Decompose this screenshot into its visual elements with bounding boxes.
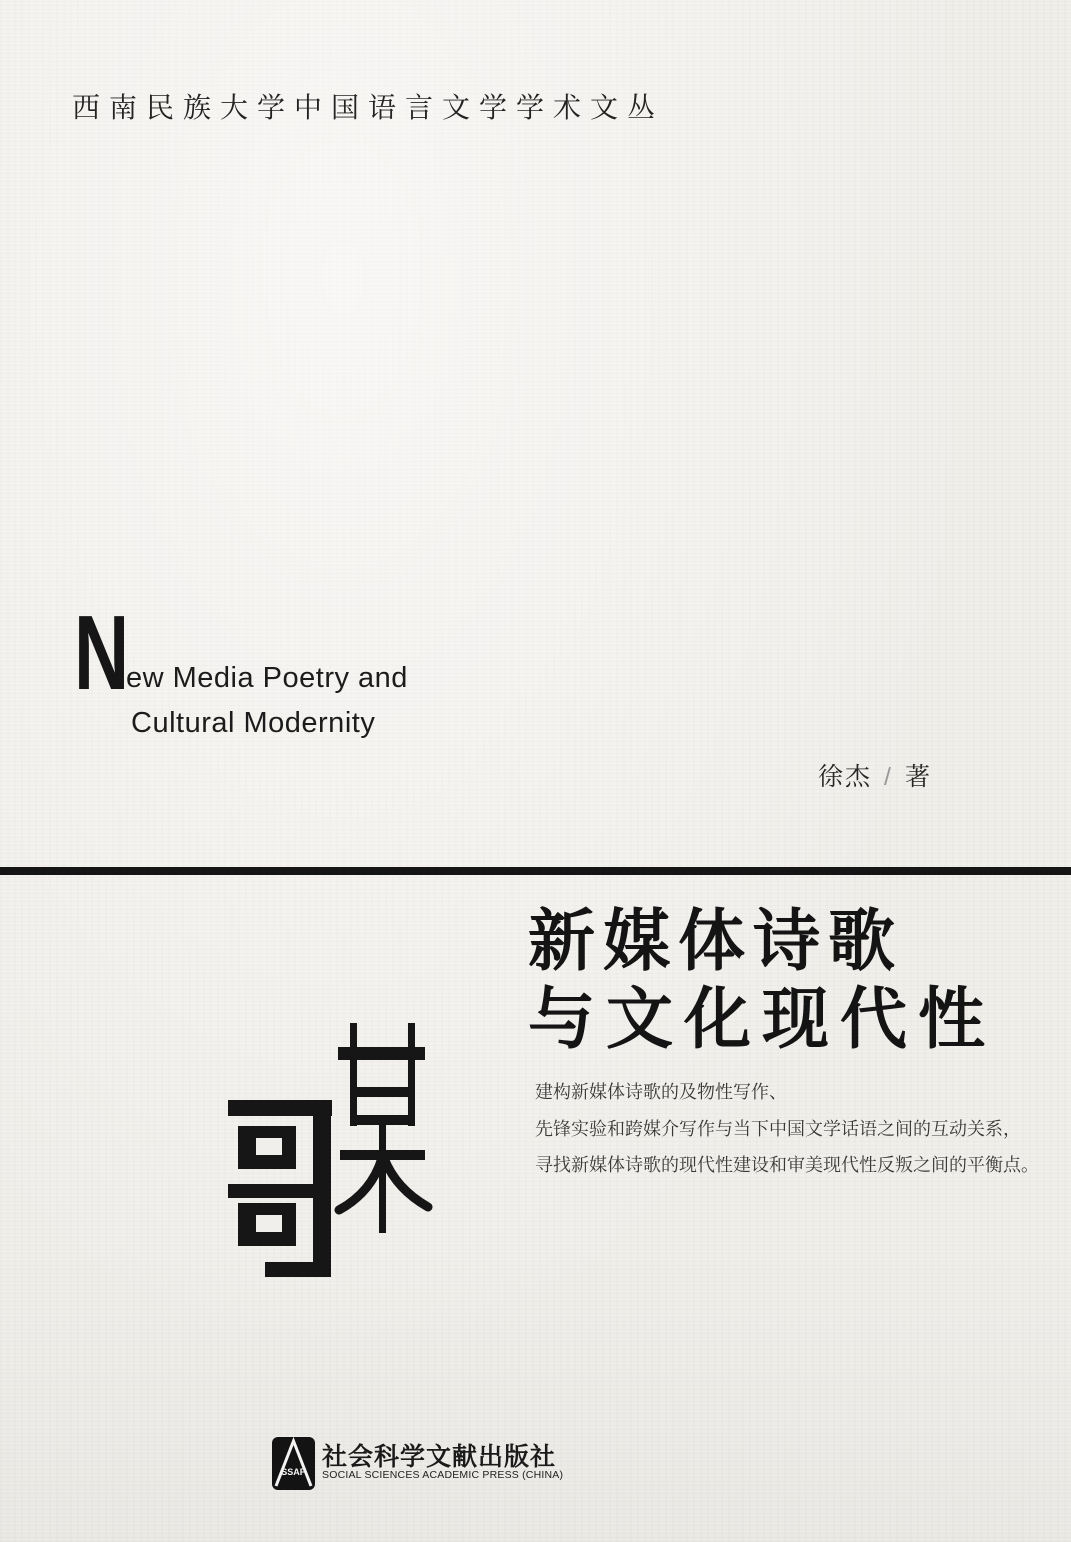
english-title-line2: Cultural Modernity: [131, 707, 376, 739]
tagline-line2: 先锋实验和跨媒介写作与当下中国文学话语之间的互动关系，: [535, 1118, 1021, 1139]
tagline-line3: 寻找新媒体诗歌的现代性建设和审美现代性反叛之间的平衡点。: [535, 1155, 1039, 1175]
publisher-name-en: SOCIAL SCIENCES ACADEMIC PRESS (CHINA): [322, 1469, 564, 1481]
title-glyph-artwork: [228, 1022, 433, 1278]
glyph-mou: [338, 1023, 428, 1233]
glyph-ge: [228, 1100, 332, 1277]
publisher-logo-text: SSAP: [281, 1467, 306, 1477]
author-separator: /: [884, 763, 893, 791]
english-title-line1: ew Media Poetry and: [126, 662, 408, 694]
series-title: 西南民族大学中国语言文学学术文丛: [72, 92, 665, 123]
author-name: 徐杰: [818, 763, 873, 791]
author-role: 著: [904, 763, 932, 791]
main-title-line2: 与文化现代性: [528, 982, 996, 1057]
tagline: [535, 1074, 1039, 1184]
tagline-line1: 建构新媒体诗歌的及物性写作、: [535, 1082, 787, 1102]
publisher-name-cn: 社会科学文献出版社: [322, 1443, 557, 1471]
author-line: [818, 757, 932, 793]
divider-rule: [0, 867, 1071, 875]
publisher-logo-icon: [272, 1437, 315, 1490]
main-title-line1: 新媒体诗歌: [528, 904, 903, 979]
english-title-dropcap: N: [74, 594, 130, 712]
